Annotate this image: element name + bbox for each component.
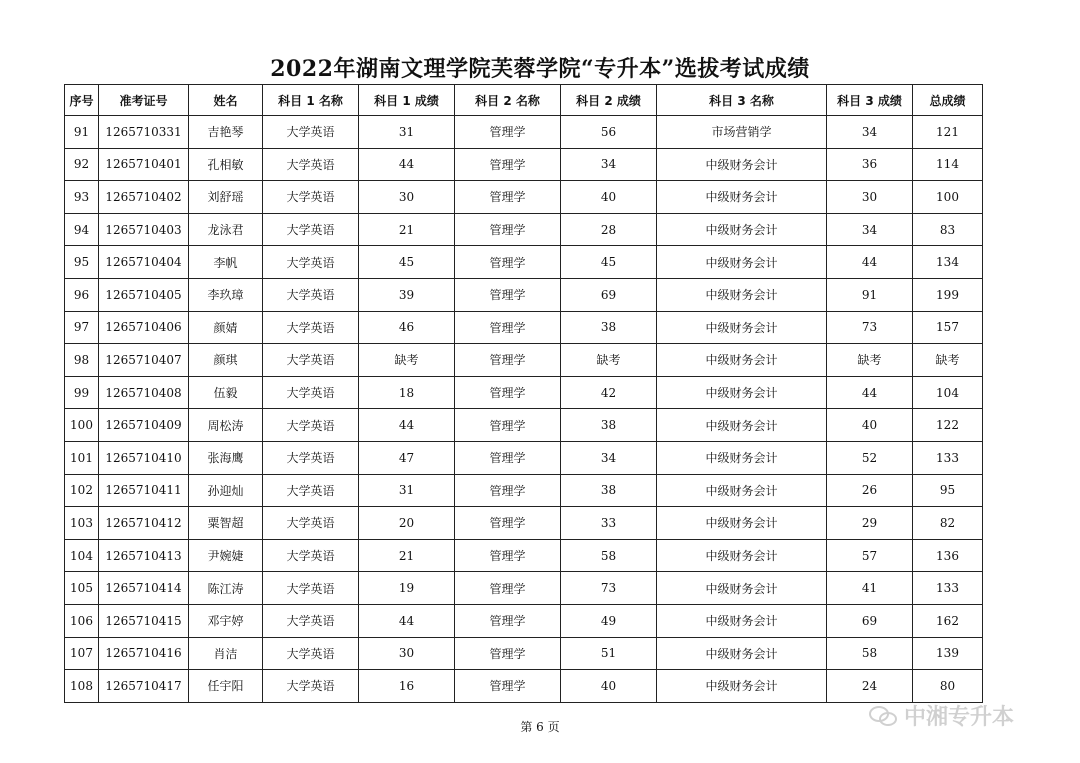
- subject3-score: 41: [827, 572, 913, 605]
- subject2-score: 38: [561, 311, 657, 344]
- student-name: 龙泳君: [189, 213, 263, 246]
- student-name: 刘舒瑶: [189, 181, 263, 214]
- subject2-score: 42: [561, 376, 657, 409]
- score-table: [64, 84, 983, 703]
- subject1-score: 21: [359, 213, 455, 246]
- subject1-score: 16: [359, 670, 455, 703]
- subject2-name: 管理学: [455, 376, 561, 409]
- exam-id: 1265710410: [99, 441, 189, 474]
- table-row: [65, 441, 983, 474]
- subject2-name: 管理学: [455, 311, 561, 344]
- exam-id: 1265710401: [99, 148, 189, 181]
- table-row: [65, 213, 983, 246]
- row-number: 93: [65, 181, 99, 214]
- total-score: 157: [913, 311, 983, 344]
- subject1-score: 31: [359, 474, 455, 507]
- row-number: 97: [65, 311, 99, 344]
- subject3-name: 中级财务会计: [657, 507, 827, 540]
- subject2-score: 56: [561, 116, 657, 149]
- subject1-name: 大学英语: [263, 344, 359, 377]
- subject1-score: 31: [359, 116, 455, 149]
- subject1-score: 45: [359, 246, 455, 279]
- subject1-name: 大学英语: [263, 148, 359, 181]
- page-title: 2022年湖南文理学院芙蓉学院“专升本”选拔考试成绩: [270, 56, 810, 82]
- student-name: 孔相敏: [189, 148, 263, 181]
- total-score: 136: [913, 539, 983, 572]
- subject3-name: 市场营销学: [657, 116, 827, 149]
- row-number: 95: [65, 246, 99, 279]
- column-header: 科目 2 名称: [455, 85, 561, 116]
- table-row: [65, 409, 983, 442]
- subject2-score: 缺考: [561, 344, 657, 377]
- total-score: 122: [913, 409, 983, 442]
- subject2-score: 38: [561, 409, 657, 442]
- exam-id: 1265710416: [99, 637, 189, 670]
- student-name: 陈江涛: [189, 572, 263, 605]
- row-number: 106: [65, 604, 99, 637]
- subject3-score: 58: [827, 637, 913, 670]
- table-body: [65, 116, 983, 703]
- subject1-name: 大学英语: [263, 474, 359, 507]
- student-name: 粟智超: [189, 507, 263, 540]
- subject1-name: 大学英语: [263, 246, 359, 279]
- student-name: 颜婧: [189, 311, 263, 344]
- student-name: 伍毅: [189, 376, 263, 409]
- subject3-name: 中级财务会计: [657, 539, 827, 572]
- exam-id: 1265710408: [99, 376, 189, 409]
- total-score: 100: [913, 181, 983, 214]
- table-row: [65, 670, 983, 703]
- subject2-score: 45: [561, 246, 657, 279]
- column-header: 序号: [65, 85, 99, 116]
- subject1-score: 30: [359, 637, 455, 670]
- total-score: 83: [913, 213, 983, 246]
- subject2-score: 49: [561, 604, 657, 637]
- subject3-name: 中级财务会计: [657, 409, 827, 442]
- total-score: 80: [913, 670, 983, 703]
- table-row: [65, 507, 983, 540]
- table-row: [65, 148, 983, 181]
- subject3-name: 中级财务会计: [657, 441, 827, 474]
- exam-id: 1265710407: [99, 344, 189, 377]
- subject2-score: 40: [561, 670, 657, 703]
- subject3-name: 中级财务会计: [657, 278, 827, 311]
- student-name: 李帆: [189, 246, 263, 279]
- row-number: 96: [65, 278, 99, 311]
- student-name: 周松涛: [189, 409, 263, 442]
- subject1-name: 大学英语: [263, 670, 359, 703]
- subject2-score: 38: [561, 474, 657, 507]
- subject2-name: 管理学: [455, 572, 561, 605]
- exam-id: 1265710403: [99, 213, 189, 246]
- subject1-name: 大学英语: [263, 116, 359, 149]
- subject1-score: 44: [359, 409, 455, 442]
- subject2-score: 34: [561, 441, 657, 474]
- subject3-name: 中级财务会计: [657, 604, 827, 637]
- subject2-score: 40: [561, 181, 657, 214]
- subject1-score: 44: [359, 148, 455, 181]
- subject1-score: 20: [359, 507, 455, 540]
- subject2-score: 33: [561, 507, 657, 540]
- exam-id: 1265710412: [99, 507, 189, 540]
- row-number: 103: [65, 507, 99, 540]
- subject1-score: 18: [359, 376, 455, 409]
- table-row: [65, 604, 983, 637]
- page-number: 第 6 页: [520, 720, 560, 734]
- student-name: 任宇阳: [189, 670, 263, 703]
- student-name: 吉艳琴: [189, 116, 263, 149]
- exam-id: 1265710402: [99, 181, 189, 214]
- total-score: 121: [913, 116, 983, 149]
- table-row: [65, 181, 983, 214]
- subject2-name: 管理学: [455, 539, 561, 572]
- subject3-name: 中级财务会计: [657, 213, 827, 246]
- subject3-name: 中级财务会计: [657, 376, 827, 409]
- subject3-score: 57: [827, 539, 913, 572]
- subject3-name: 中级财务会计: [657, 637, 827, 670]
- subject2-score: 69: [561, 278, 657, 311]
- subject1-name: 大学英语: [263, 539, 359, 572]
- subject3-score: 29: [827, 507, 913, 540]
- row-number: 104: [65, 539, 99, 572]
- table-row: [65, 376, 983, 409]
- student-name: 孙迎灿: [189, 474, 263, 507]
- subject3-name: 中级财务会计: [657, 311, 827, 344]
- subject1-name: 大学英语: [263, 409, 359, 442]
- subject3-score: 73: [827, 311, 913, 344]
- subject3-score: 36: [827, 148, 913, 181]
- subject3-score: 34: [827, 116, 913, 149]
- subject3-name: 中级财务会计: [657, 572, 827, 605]
- subject3-name: 中级财务会计: [657, 474, 827, 507]
- total-score: 199: [913, 278, 983, 311]
- subject3-name: 中级财务会计: [657, 148, 827, 181]
- student-name: 李玖璋: [189, 278, 263, 311]
- subject1-name: 大学英语: [263, 181, 359, 214]
- subject2-name: 管理学: [455, 213, 561, 246]
- subject3-score: 40: [827, 409, 913, 442]
- subject3-score: 缺考: [827, 344, 913, 377]
- row-number: 94: [65, 213, 99, 246]
- subject1-score: 缺考: [359, 344, 455, 377]
- exam-id: 1265710404: [99, 246, 189, 279]
- subject3-score: 44: [827, 246, 913, 279]
- subject1-score: 46: [359, 311, 455, 344]
- total-score: 95: [913, 474, 983, 507]
- student-name: 张海鹰: [189, 441, 263, 474]
- total-score: 104: [913, 376, 983, 409]
- row-number: 102: [65, 474, 99, 507]
- subject1-name: 大学英语: [263, 507, 359, 540]
- row-number: 105: [65, 572, 99, 605]
- subject2-score: 58: [561, 539, 657, 572]
- exam-id: 1265710406: [99, 311, 189, 344]
- table-row: [65, 474, 983, 507]
- row-number: 99: [65, 376, 99, 409]
- subject2-name: 管理学: [455, 507, 561, 540]
- subject1-score: 21: [359, 539, 455, 572]
- column-header: 科目 1 成绩: [359, 85, 455, 116]
- subject1-name: 大学英语: [263, 441, 359, 474]
- subject1-score: 19: [359, 572, 455, 605]
- subject2-score: 28: [561, 213, 657, 246]
- column-header: 总成绩: [913, 85, 983, 116]
- subject1-score: 47: [359, 441, 455, 474]
- column-header: 姓名: [189, 85, 263, 116]
- subject3-score: 34: [827, 213, 913, 246]
- subject2-name: 管理学: [455, 181, 561, 214]
- subject2-name: 管理学: [455, 148, 561, 181]
- student-name: 邓宇婷: [189, 604, 263, 637]
- subject2-name: 管理学: [455, 278, 561, 311]
- subject2-score: 73: [561, 572, 657, 605]
- table-row: [65, 572, 983, 605]
- subject1-score: 39: [359, 278, 455, 311]
- table-row: [65, 344, 983, 377]
- row-number: 107: [65, 637, 99, 670]
- total-score: 139: [913, 637, 983, 670]
- total-score: 162: [913, 604, 983, 637]
- watermark-text: 中湘专升本: [904, 705, 1015, 730]
- table-row: [65, 278, 983, 311]
- column-header: 科目 3 名称: [657, 85, 827, 116]
- subject1-score: 30: [359, 181, 455, 214]
- exam-id: 1265710405: [99, 278, 189, 311]
- total-score: 114: [913, 148, 983, 181]
- subject3-score: 91: [827, 278, 913, 311]
- subject2-name: 管理学: [455, 246, 561, 279]
- exam-id: 1265710413: [99, 539, 189, 572]
- row-number: 100: [65, 409, 99, 442]
- subject1-name: 大学英语: [263, 278, 359, 311]
- column-header: 准考证号: [99, 85, 189, 116]
- table-row: [65, 637, 983, 670]
- subject2-name: 管理学: [455, 637, 561, 670]
- exam-id: 1265710331: [99, 116, 189, 149]
- student-name: 尹婉婕: [189, 539, 263, 572]
- subject2-name: 管理学: [455, 670, 561, 703]
- subject1-name: 大学英语: [263, 376, 359, 409]
- subject3-score: 69: [827, 604, 913, 637]
- table-row: [65, 311, 983, 344]
- column-header: 科目 2 成绩: [561, 85, 657, 116]
- exam-id: 1265710414: [99, 572, 189, 605]
- total-score: 133: [913, 572, 983, 605]
- exam-id: 1265710409: [99, 409, 189, 442]
- column-header: 科目 1 名称: [263, 85, 359, 116]
- watermark: [868, 700, 1014, 731]
- subject3-name: 中级财务会计: [657, 181, 827, 214]
- student-name: 颜琪: [189, 344, 263, 377]
- subject3-score: 52: [827, 441, 913, 474]
- subject2-score: 51: [561, 637, 657, 670]
- student-name: 肖洁: [189, 637, 263, 670]
- exam-id: 1265710417: [99, 670, 189, 703]
- subject3-score: 30: [827, 181, 913, 214]
- table-header-row: [65, 85, 983, 116]
- exam-id: 1265710415: [99, 604, 189, 637]
- subject2-name: 管理学: [455, 604, 561, 637]
- subject2-name: 管理学: [455, 441, 561, 474]
- subject1-score: 44: [359, 604, 455, 637]
- column-header: 科目 3 成绩: [827, 85, 913, 116]
- subject1-name: 大学英语: [263, 604, 359, 637]
- subject1-name: 大学英语: [263, 637, 359, 670]
- subject1-name: 大学英语: [263, 213, 359, 246]
- subject2-score: 34: [561, 148, 657, 181]
- subject2-name: 管理学: [455, 409, 561, 442]
- total-score: 133: [913, 441, 983, 474]
- subject3-name: 中级财务会计: [657, 344, 827, 377]
- total-score: 82: [913, 507, 983, 540]
- wechat-icon: [868, 705, 898, 727]
- subject2-name: 管理学: [455, 474, 561, 507]
- subject2-name: 管理学: [455, 344, 561, 377]
- subject1-name: 大学英语: [263, 311, 359, 344]
- subject3-name: 中级财务会计: [657, 246, 827, 279]
- row-number: 91: [65, 116, 99, 149]
- table-row: [65, 116, 983, 149]
- total-score: 缺考: [913, 344, 983, 377]
- table-row: [65, 539, 983, 572]
- row-number: 98: [65, 344, 99, 377]
- total-score: 134: [913, 246, 983, 279]
- row-number: 101: [65, 441, 99, 474]
- row-number: 92: [65, 148, 99, 181]
- row-number: 108: [65, 670, 99, 703]
- subject1-name: 大学英语: [263, 572, 359, 605]
- subject3-score: 44: [827, 376, 913, 409]
- table-row: [65, 246, 983, 279]
- subject3-name: 中级财务会计: [657, 670, 827, 703]
- subject2-name: 管理学: [455, 116, 561, 149]
- subject3-score: 24: [827, 670, 913, 703]
- exam-id: 1265710411: [99, 474, 189, 507]
- subject3-score: 26: [827, 474, 913, 507]
